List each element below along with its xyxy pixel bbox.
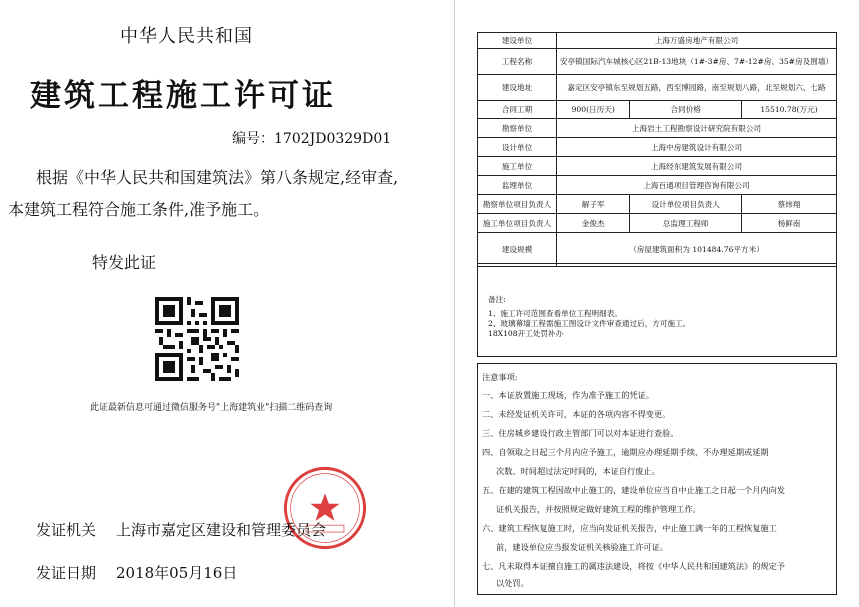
table-row <box>478 214 837 233</box>
table-row <box>478 233 837 267</box>
issue-date-label: 发证日期 <box>36 564 97 582</box>
issuing-authority-value: 上海市嘉定区建设和管理委员会 <box>116 521 327 539</box>
address-value: 嘉定区安亭镇东至规划五路，西至博园路，南至规划八路，北至规划六、七路 <box>557 75 837 101</box>
table-row <box>478 119 837 138</box>
project-name-label: 工程名称 <box>478 49 557 75</box>
supervision-unit-value: 上海百通项目管理咨询有限公司 <box>557 176 837 195</box>
notice-line: 二、未经发证机关许可，本证的各项内容不得变更。 <box>482 409 671 419</box>
survey-unit-value: 上海岩土工程勘察设计研究院有限公司 <box>557 119 837 138</box>
notice-line: 五、在建的建筑工程因故中止施工的，建设单位应当自中止施工之日起一个月内向发 <box>482 485 785 495</box>
certificate-back-page <box>454 0 860 607</box>
qr-code-note: 此证最新信息可通过微信服务号"上海建筑业"扫描二维码查询 <box>90 403 333 413</box>
chief-supervisor-label: 总监理工程师 <box>630 214 742 233</box>
country-heading: 中华人民共和国 <box>120 26 253 47</box>
notice-line: 一、本证放置施工现场，作为准予施工的凭证。 <box>482 390 654 400</box>
certificate-title: 建筑工程施工许可证 <box>30 78 336 114</box>
construction-unit-label: 施工单位 <box>478 157 557 176</box>
design-unit-label: 设计单位 <box>478 138 557 157</box>
design-lead-value: 蔡炜翔 <box>742 195 837 214</box>
construction-lead-value: 金俊杰 <box>557 214 630 233</box>
notice-line: 六、建筑工程恢复施工时，应当向发证机关报告，中止施工满一年的工程恢复施工 <box>482 523 777 533</box>
notice-line: 证机关报告，并按照规定做好建筑工程的维护管理工作。 <box>496 504 701 514</box>
contract-price-value: 15510.78(万元) <box>742 101 837 119</box>
construction-unit-value: 上海经东建筑发展有限公司 <box>557 157 837 176</box>
notice-line: 七、凡未取得本证擅自施工的属违法建设，将按《中华人民共和国建筑法》的规定予 <box>482 561 785 571</box>
table-row <box>478 33 837 49</box>
notice-line: 以处罚。 <box>496 578 529 588</box>
contract-period-label: 合同工期 <box>478 101 557 119</box>
notices-title: 注意事项: <box>482 372 518 382</box>
notices-box <box>477 363 837 595</box>
table-row <box>478 75 837 101</box>
supervision-unit-label: 监理单位 <box>478 176 557 195</box>
builder-value: 上海万盛房地产有限公司 <box>557 33 837 49</box>
remarks-box <box>477 263 837 357</box>
notice-line: 三、住房城乡建设行政主管部门可以对本证进行查验。 <box>482 428 679 438</box>
notice-line: 前，建设单位应当报发证机关核验施工许可证。 <box>496 542 668 552</box>
survey-unit-label: 勘察单位 <box>478 119 557 138</box>
design-unit-value: 上海中房建筑设计有限公司 <box>557 138 837 157</box>
table-row <box>478 157 837 176</box>
survey-lead-label: 勘察单位项目负责人 <box>478 195 557 214</box>
table-row <box>478 49 837 75</box>
issued-statement: 特发此证 <box>92 253 157 272</box>
certificate-number: 编号：1702JD0329D01 <box>232 131 392 147</box>
builder-label: 建设单位 <box>478 33 557 49</box>
issue-date-value: 2018年05月16日 <box>116 564 238 582</box>
notice-line: 四、自领取之日起三个月内应予施工，逾期应办理延期手续，不办理延期或延期 <box>482 447 769 457</box>
body-text-line-1: 根据《中华人民共和国建筑法》第八条规定,经审查, <box>36 168 399 187</box>
scale-label: 建设规模 <box>478 233 557 267</box>
issuing-authority-label: 发证机关 <box>36 521 97 539</box>
chief-supervisor-value: 杨鲜南 <box>742 214 837 233</box>
table-row <box>478 138 837 157</box>
table-row <box>478 176 837 195</box>
design-lead-label: 设计单位项目负责人 <box>630 195 742 214</box>
project-name-value: 安亭镇国际汽车城核心区21B-13地块（1#-3#房、7#-12#房、35#房及围墙） <box>557 49 837 75</box>
remarks-title: 备注: <box>488 295 506 304</box>
survey-lead-value: 解子军 <box>557 195 630 214</box>
project-info-table <box>477 32 837 267</box>
remarks-item: 18X108开工处罚补办 <box>488 329 564 338</box>
notice-line: 次数、时间超过法定时间的，本证自行废止。 <box>496 466 660 476</box>
contract-price-label: 合同价格 <box>630 101 742 119</box>
qr-code-icon[interactable] <box>155 297 239 381</box>
address-label: 建设地址 <box>478 75 557 101</box>
remarks-item: 2、玻璃幕墙工程需施工图设计文件审查通过后，方可施工。 <box>488 319 691 328</box>
remarks-item: 1、施工许可范围查看单位工程明细表。 <box>488 309 622 318</box>
table-row <box>478 195 837 214</box>
scale-value: （房屋建筑面积为 101484.76平方米） <box>557 233 837 267</box>
contract-period-value: 900(日历天) <box>557 101 630 119</box>
construction-lead-label: 施工单位项目负责人 <box>478 214 557 233</box>
table-row <box>478 101 837 119</box>
body-text-line-2: 本建筑工程符合施工条件,准予施工。 <box>8 200 270 219</box>
